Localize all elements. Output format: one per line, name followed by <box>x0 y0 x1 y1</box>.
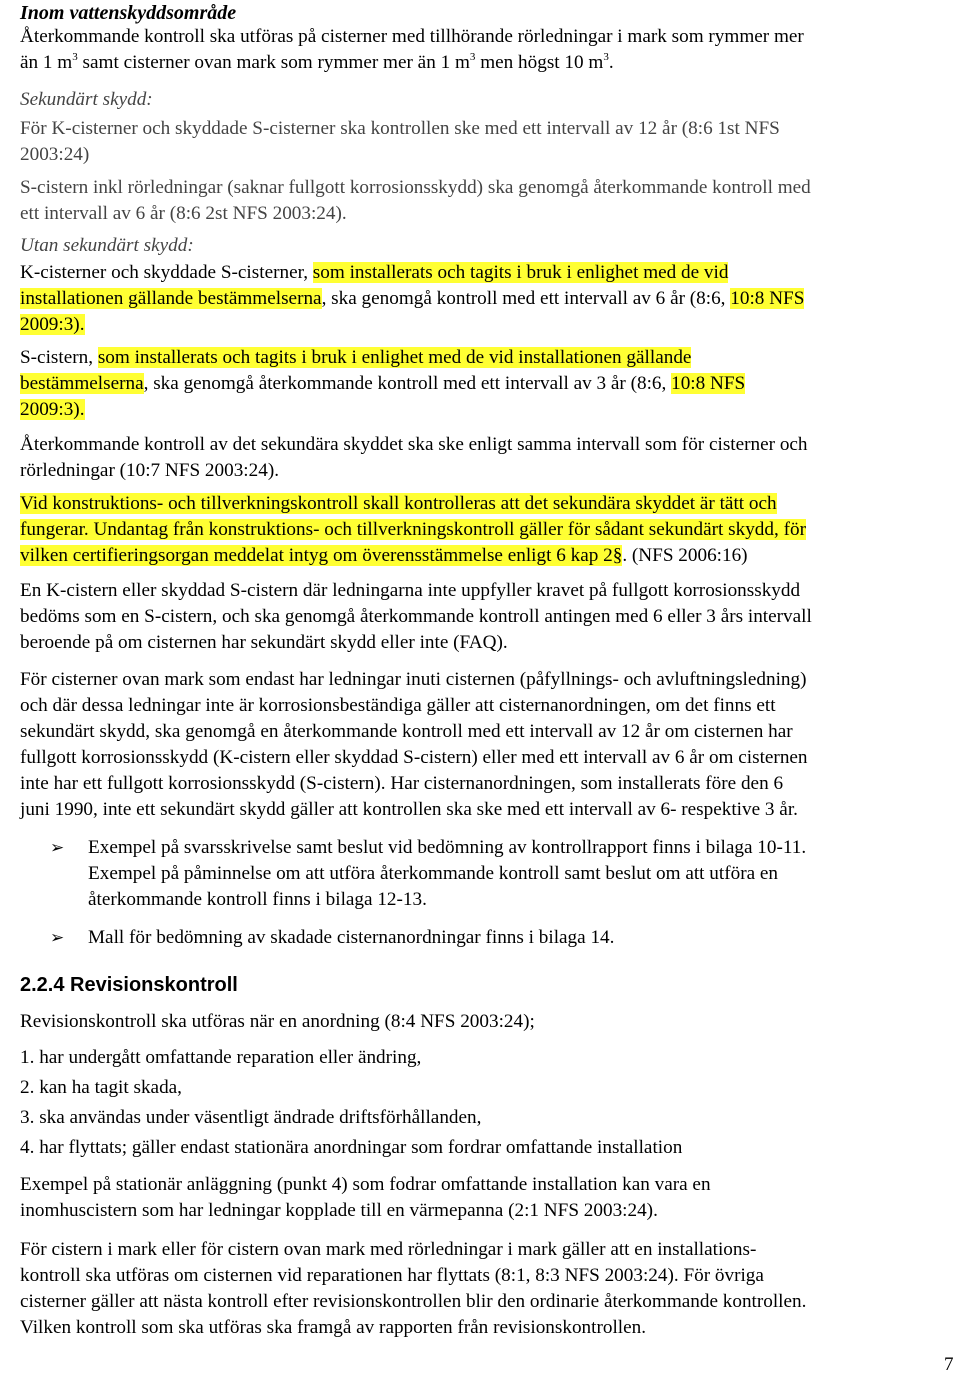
ovan-mark-line-3: sekundärt skydd, ska genomgå en återkommande kontroll med ett intervall av 12 år om cisternen har <box>20 721 793 742</box>
highlighted-text: som installerats och tagits i bruk i enlighet med de vid installationen gällande <box>97 347 692 368</box>
utan-paragraph-2-line-3 <box>20 397 85 423</box>
subheading-sekundart-skydd: Sekundärt skydd: <box>20 89 153 110</box>
intro-text-d: . <box>608 52 614 73</box>
revision-intro: Revisionskontroll ska utföras när en anordning (8:4 NFS 2003:24); <box>20 1011 535 1032</box>
utan-paragraph-2-line-1 <box>20 345 691 371</box>
highlighted-text: installationen gällande bestämmelserna <box>20 288 322 309</box>
text: , ska genomgå kontroll med ett intervall av 6 år (8:6, <box>321 288 731 309</box>
ovan-mark-line-6: juni 1990, inte ett sekundärt skydd gäller att kontrollen ska ske med ett intervall av 6- respektive 3 år. <box>20 799 798 820</box>
sekundart-paragraph-2-line-2: ett intervall av 6 år (8:6 2st NFS 2003:24). <box>20 203 347 224</box>
utan-paragraph-1-line-1 <box>20 260 728 286</box>
utan-paragraph-1-line-3 <box>20 312 85 338</box>
revision-final-line-3: cisterner gäller att nästa kontroll efter revisionskontrollen blir den ordinarie återkommande kontrollen. <box>20 1291 807 1312</box>
revision-final-line-2: kontroll ska utföras om cisternen vid reparationen har flyttats (8:1, 8:3 NFS 2003:24). För övriga <box>20 1265 764 1286</box>
sekundart-paragraph-2-line-1: S-cistern inkl rörledningar (saknar fullgott korrosionsskydd) ska genomgå återkommande kontroll med <box>20 177 811 198</box>
revision-list-item-3: 3. ska användas under väsentligt ändrade driftsförhållanden, <box>20 1107 482 1128</box>
revision-example-line-1: Exempel på stationär anläggning (punkt 4) som fodrar omfattande installation kan vara en <box>20 1174 711 1195</box>
en-k-cistern-line-2: bedöms som en S-cistern, och ska genomgå återkommande kontroll antingen med 6 eller 3 års intervall <box>20 606 812 627</box>
vid-konstruktion-line-3 <box>20 543 748 569</box>
revision-final-line-4: Vilken kontroll som ska utföras ska framgå av rapporten från revisionskontrollen. <box>20 1317 647 1338</box>
en-k-cistern-line-3: beroende på om cisternen har sekundärt skydd eller inte (FAQ). <box>20 632 508 653</box>
section-heading-inom-vattenskyddsomrade: Inom vattenskyddsområde <box>20 2 237 24</box>
arrow-bullet-icon: ➢ <box>50 928 65 948</box>
revision-list-item-2: 2. kan ha tagit skada, <box>20 1077 182 1098</box>
sekundart-paragraph-1-line-2: 2003:24) <box>20 144 90 165</box>
revision-example-line-2: inomhuscistern som har ledningar kopplade till en värmepanna (2:1 NFS 2003:24). <box>20 1200 658 1221</box>
highlighted-text: vilken certifieringsorgan meddelat intyg om överensstämmelse enligt 6 kap 2§ <box>20 545 623 566</box>
text: . (NFS 2006:16) <box>622 545 748 566</box>
intro-line-1: Återkommande kontroll ska utföras på cisterner med tillhörande rörledningar i mark som rymmer mer <box>20 26 804 47</box>
bullet-1-line-1: Exempel på svarsskrivelse samt beslut vid bedömning av kontrollrapport finns i bilaga 10-11. <box>88 837 807 858</box>
arrow-bullet-icon: ➢ <box>50 838 65 858</box>
intro-text-c: men högst 10 m <box>475 52 604 73</box>
aterkommande-line-2: rörledningar (10:7 NFS 2003:24). <box>20 460 280 481</box>
highlighted-text: 2009:3). <box>20 399 85 420</box>
aterkommande-line-1: Återkommande kontroll av det sekundära skyddet ska ske enligt samma intervall som för cisterner och <box>20 434 808 455</box>
bullet-1-line-3: återkommande kontroll finns i bilaga 12-13. <box>88 889 427 910</box>
intro-line-2 <box>20 50 614 76</box>
sekundart-paragraph-1-line-1: För K-cisterner och skyddade S-cisterner ska kontrollen ske med ett intervall av 12 år (8:6 1st NFS <box>20 118 780 139</box>
highlighted-text: fungerar. Undantag från konstruktions- och tillverkningskontroll gäller för sådant sekundärt skydd, för <box>20 519 806 540</box>
vid-konstruktion-line-1 <box>20 491 777 517</box>
ovan-mark-line-1: För cisterner ovan mark som endast har ledningar inuti cisternen (påfyllnings- och avluftningsledning) <box>20 669 807 690</box>
en-k-cistern-line-1: En K-cistern eller skyddad S-cistern där ledningarna inte uppfyller kravet på fullgott korrosionsskydd <box>20 580 801 601</box>
revision-final-line-1: För cistern i mark eller för cistern ovan mark med rörledningar i mark gäller att en installations- <box>20 1239 757 1260</box>
ovan-mark-line-4: fullgott korrosionsskydd (K-cistern eller skyddad S-cistern) eller med ett intervall av 6 år om cisternen <box>20 747 808 768</box>
highlighted-text: 2009:3). <box>20 314 85 335</box>
text: K-cisterner och skyddade S-cisterner, <box>20 262 313 283</box>
page-number: 7 <box>944 1354 954 1375</box>
section-heading-revisionskontroll: 2.2.4 Revisionskontroll <box>20 974 238 996</box>
ovan-mark-line-2: och där dessa ledningar inte är korrosionsbeständiga gäller att cisternanordningen, om det finns ett <box>20 695 776 716</box>
superscript: 3 <box>603 50 609 63</box>
ovan-mark-line-5: inte har ett fullgott korrosionsskydd (S-cistern). Har cisternanordningen, som installerats före den 6 <box>20 773 784 794</box>
text: , ska genomgå återkommande kontroll med ett intervall av 3 år (8:6, <box>143 373 672 394</box>
intro-text-a: än 1 m <box>20 52 73 73</box>
utan-paragraph-1-line-2 <box>20 286 804 312</box>
revision-list-item-1: 1. har undergått omfattande reparation eller ändring, <box>20 1047 422 1068</box>
text: S-cistern, <box>20 347 98 368</box>
highlighted-text: Vid konstruktions- och tillverkningskontroll skall kontrolleras att det sekundära skyddet är tätt och <box>20 493 777 514</box>
subheading-utan-sekundart-skydd: Utan sekundärt skydd: <box>20 235 194 256</box>
superscript: 3 <box>469 50 476 63</box>
highlighted-text: bestämmelserna <box>20 373 144 394</box>
highlighted-text: 10:8 NFS <box>730 288 805 309</box>
highlighted-text: som installerats och tagits i bruk i enlighet med de vid <box>312 262 729 283</box>
utan-paragraph-2-line-2 <box>20 371 745 397</box>
revision-list-item-4: 4. har flyttats; gäller endast stationära anordningar som fordrar omfattande installation <box>20 1137 683 1158</box>
highlighted-text: 10:8 NFS <box>671 373 746 394</box>
superscript: 3 <box>72 50 78 63</box>
bullet-2-line-1: Mall för bedömning av skadade cisternanordningar finns i bilaga 14. <box>88 927 615 948</box>
vid-konstruktion-line-2 <box>20 517 806 543</box>
intro-text-b: samt cisterner ovan mark som rymmer mer än 1 m <box>77 52 470 73</box>
bullet-1-line-2: Exempel på påminnelse om att utföra återkommande kontroll samt beslut om att utföra en <box>88 863 779 884</box>
